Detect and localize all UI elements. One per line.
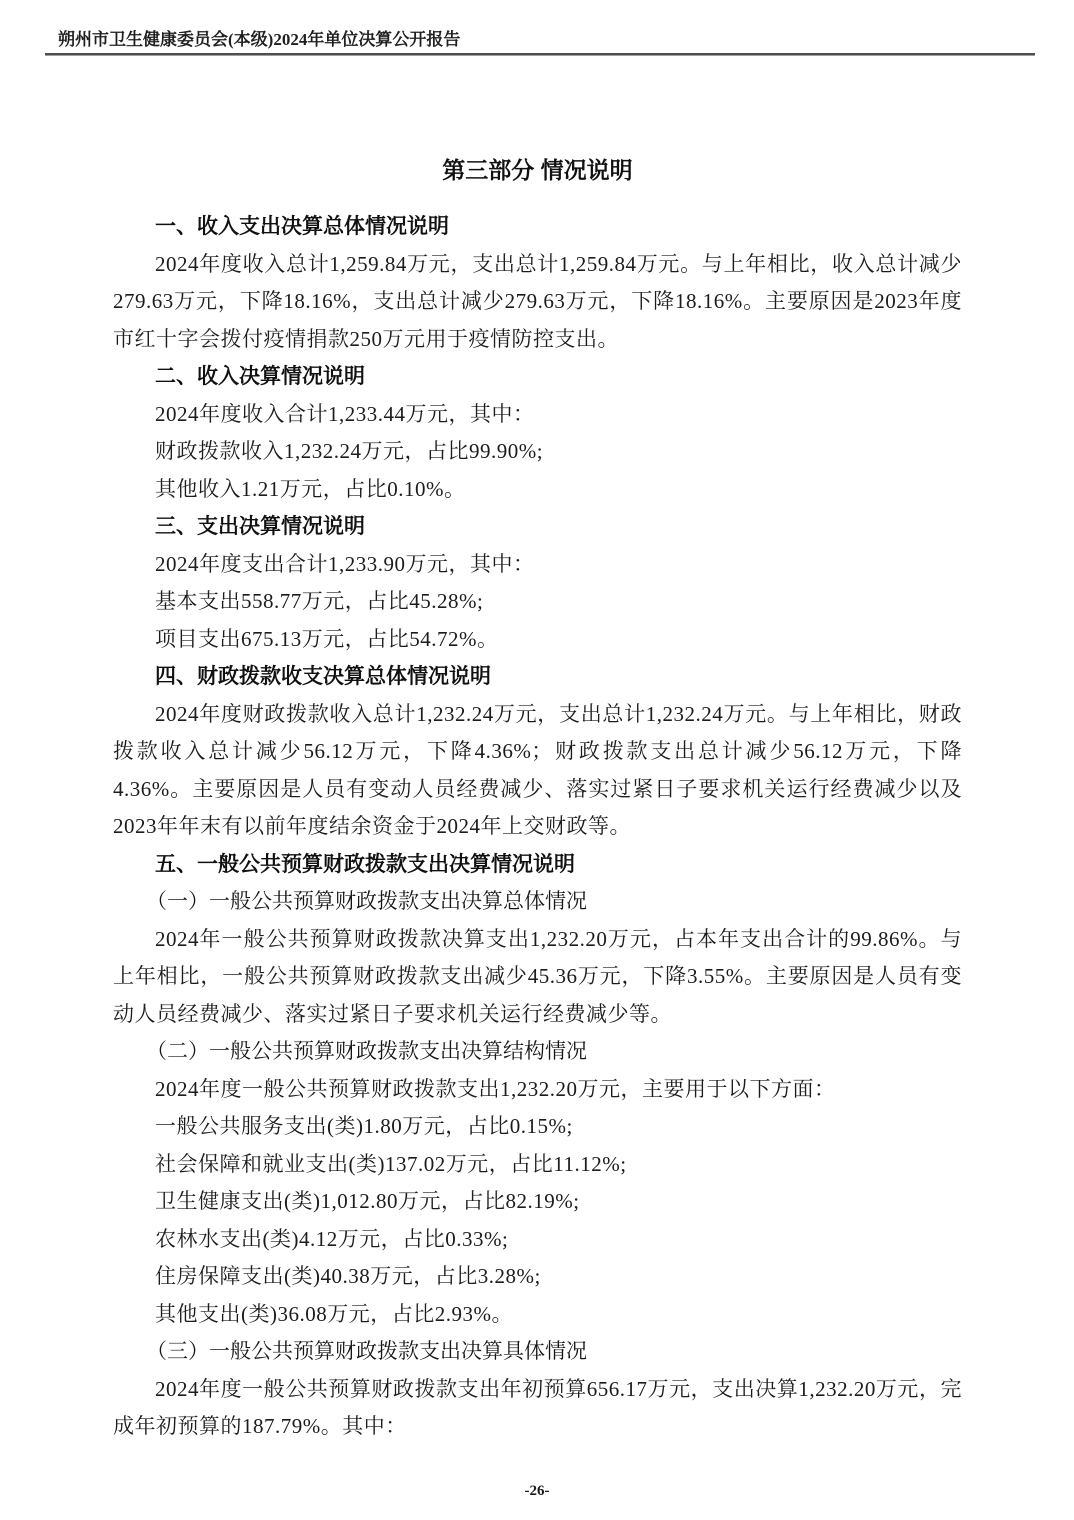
subsection-heading: （三）一般公共预算财政拨款支出决算具体情况 [146, 1340, 587, 1363]
section-heading: 五、一般公共预算财政拨款支出决算情况说明 [155, 852, 575, 876]
page-number: -26- [524, 1483, 550, 1499]
paragraph: 基本支出558.77万元，占比45.28%; [155, 589, 484, 613]
paragraph: 项目支出675.13万元，占比54.72%。 [155, 626, 499, 651]
paragraph: 2024年度一般公共预算财政拨款支出1,232.20万元，主要用于以下方面： [155, 1076, 836, 1101]
header-rule-divider [45, 53, 1035, 56]
paragraph: 2024年度支出合计1,233.90万元，其中： [155, 551, 535, 576]
paragraph: 财政拨款收入1,232.24万元，占比99.90%; [155, 439, 544, 463]
paragraph: 2024年度财政拨款收入总计1,232.24万元，支出总计1,232.24万元。与上年相比，财政拨款收入总计减少56.12万元，下降4.36%；财政拨款支出总计减少56.12万元，下降4.36%。主要原因是人员有变动人员经费减少、落实过紧日子要求机关运行经费减少以及2023年年末有以前年度结余资金于2024年上交财政等。 [113, 701, 962, 838]
document-body [113, 148, 962, 1446]
subsection-heading: （二）一般公共预算财政拨款支出决算结构情况 [146, 1040, 587, 1063]
section-heading: 四、财政拨款收支决算总体情况说明 [155, 665, 491, 688]
running-header-title: 朔州市卫生健康委员会(本级)2024年单位决算公开报告 [58, 30, 461, 49]
paragraph: 住房保障支出(类)40.38万元，占比3.28%; [155, 1264, 541, 1288]
paragraph: 2024年度一般公共预算财政拨款支出年初预算656.17万元，支出决算1,232.20万元，完成年初预算的187.79%。其中： [113, 1376, 962, 1438]
subsection-heading: （一）一般公共预算财政拨款支出决算总体情况 [146, 890, 587, 913]
paragraph: 其他收入1.21万元，占比0.10%。 [155, 476, 466, 501]
page-title: 第三部分 情况说明 [442, 157, 633, 183]
section-heading: 一、收入支出决算总体情况说明 [155, 215, 449, 238]
section-heading: 二、收入决算情况说明 [155, 365, 365, 388]
paragraph: 卫生健康支出(类)1,012.80万元，占比82.19%; [155, 1189, 580, 1213]
paragraph: 农林水支出(类)4.12万元，占比0.33%; [155, 1226, 509, 1251]
paragraph: 2024年度收入总计1,259.84万元，支出总计1,259.84万元。与上年相比，收入总计减少279.63万元，下降18.16%，支出总计减少279.63万元，下降18.16%。主要原因是2023年度市红十字会拨付疫情捐款250万元用于疫情防控支出。 [113, 251, 962, 351]
paragraph: 2024年度收入合计1,233.44万元，其中： [155, 401, 535, 426]
paragraph: 其他支出(类)36.08万元，占比2.93%。 [155, 1301, 513, 1326]
document-content [113, 208, 962, 1446]
paragraph: 一般公共服务支出(类)1.80万元，占比0.15%; [155, 1114, 573, 1138]
section-heading: 三、支出决算情况说明 [155, 515, 365, 538]
paragraph: 2024年一般公共预算财政拨款决算支出1,232.20万元，占本年支出合计的99.86%。与上年相比，一般公共预算财政拨款支出减少45.36万元，下降3.55%。主要原因是人员有变动人员经费减少、落实过紧日子要求机关运行经费减少等。 [113, 926, 962, 1026]
paragraph: 社会保障和就业支出(类)137.02万元，占比11.12%; [155, 1151, 627, 1176]
